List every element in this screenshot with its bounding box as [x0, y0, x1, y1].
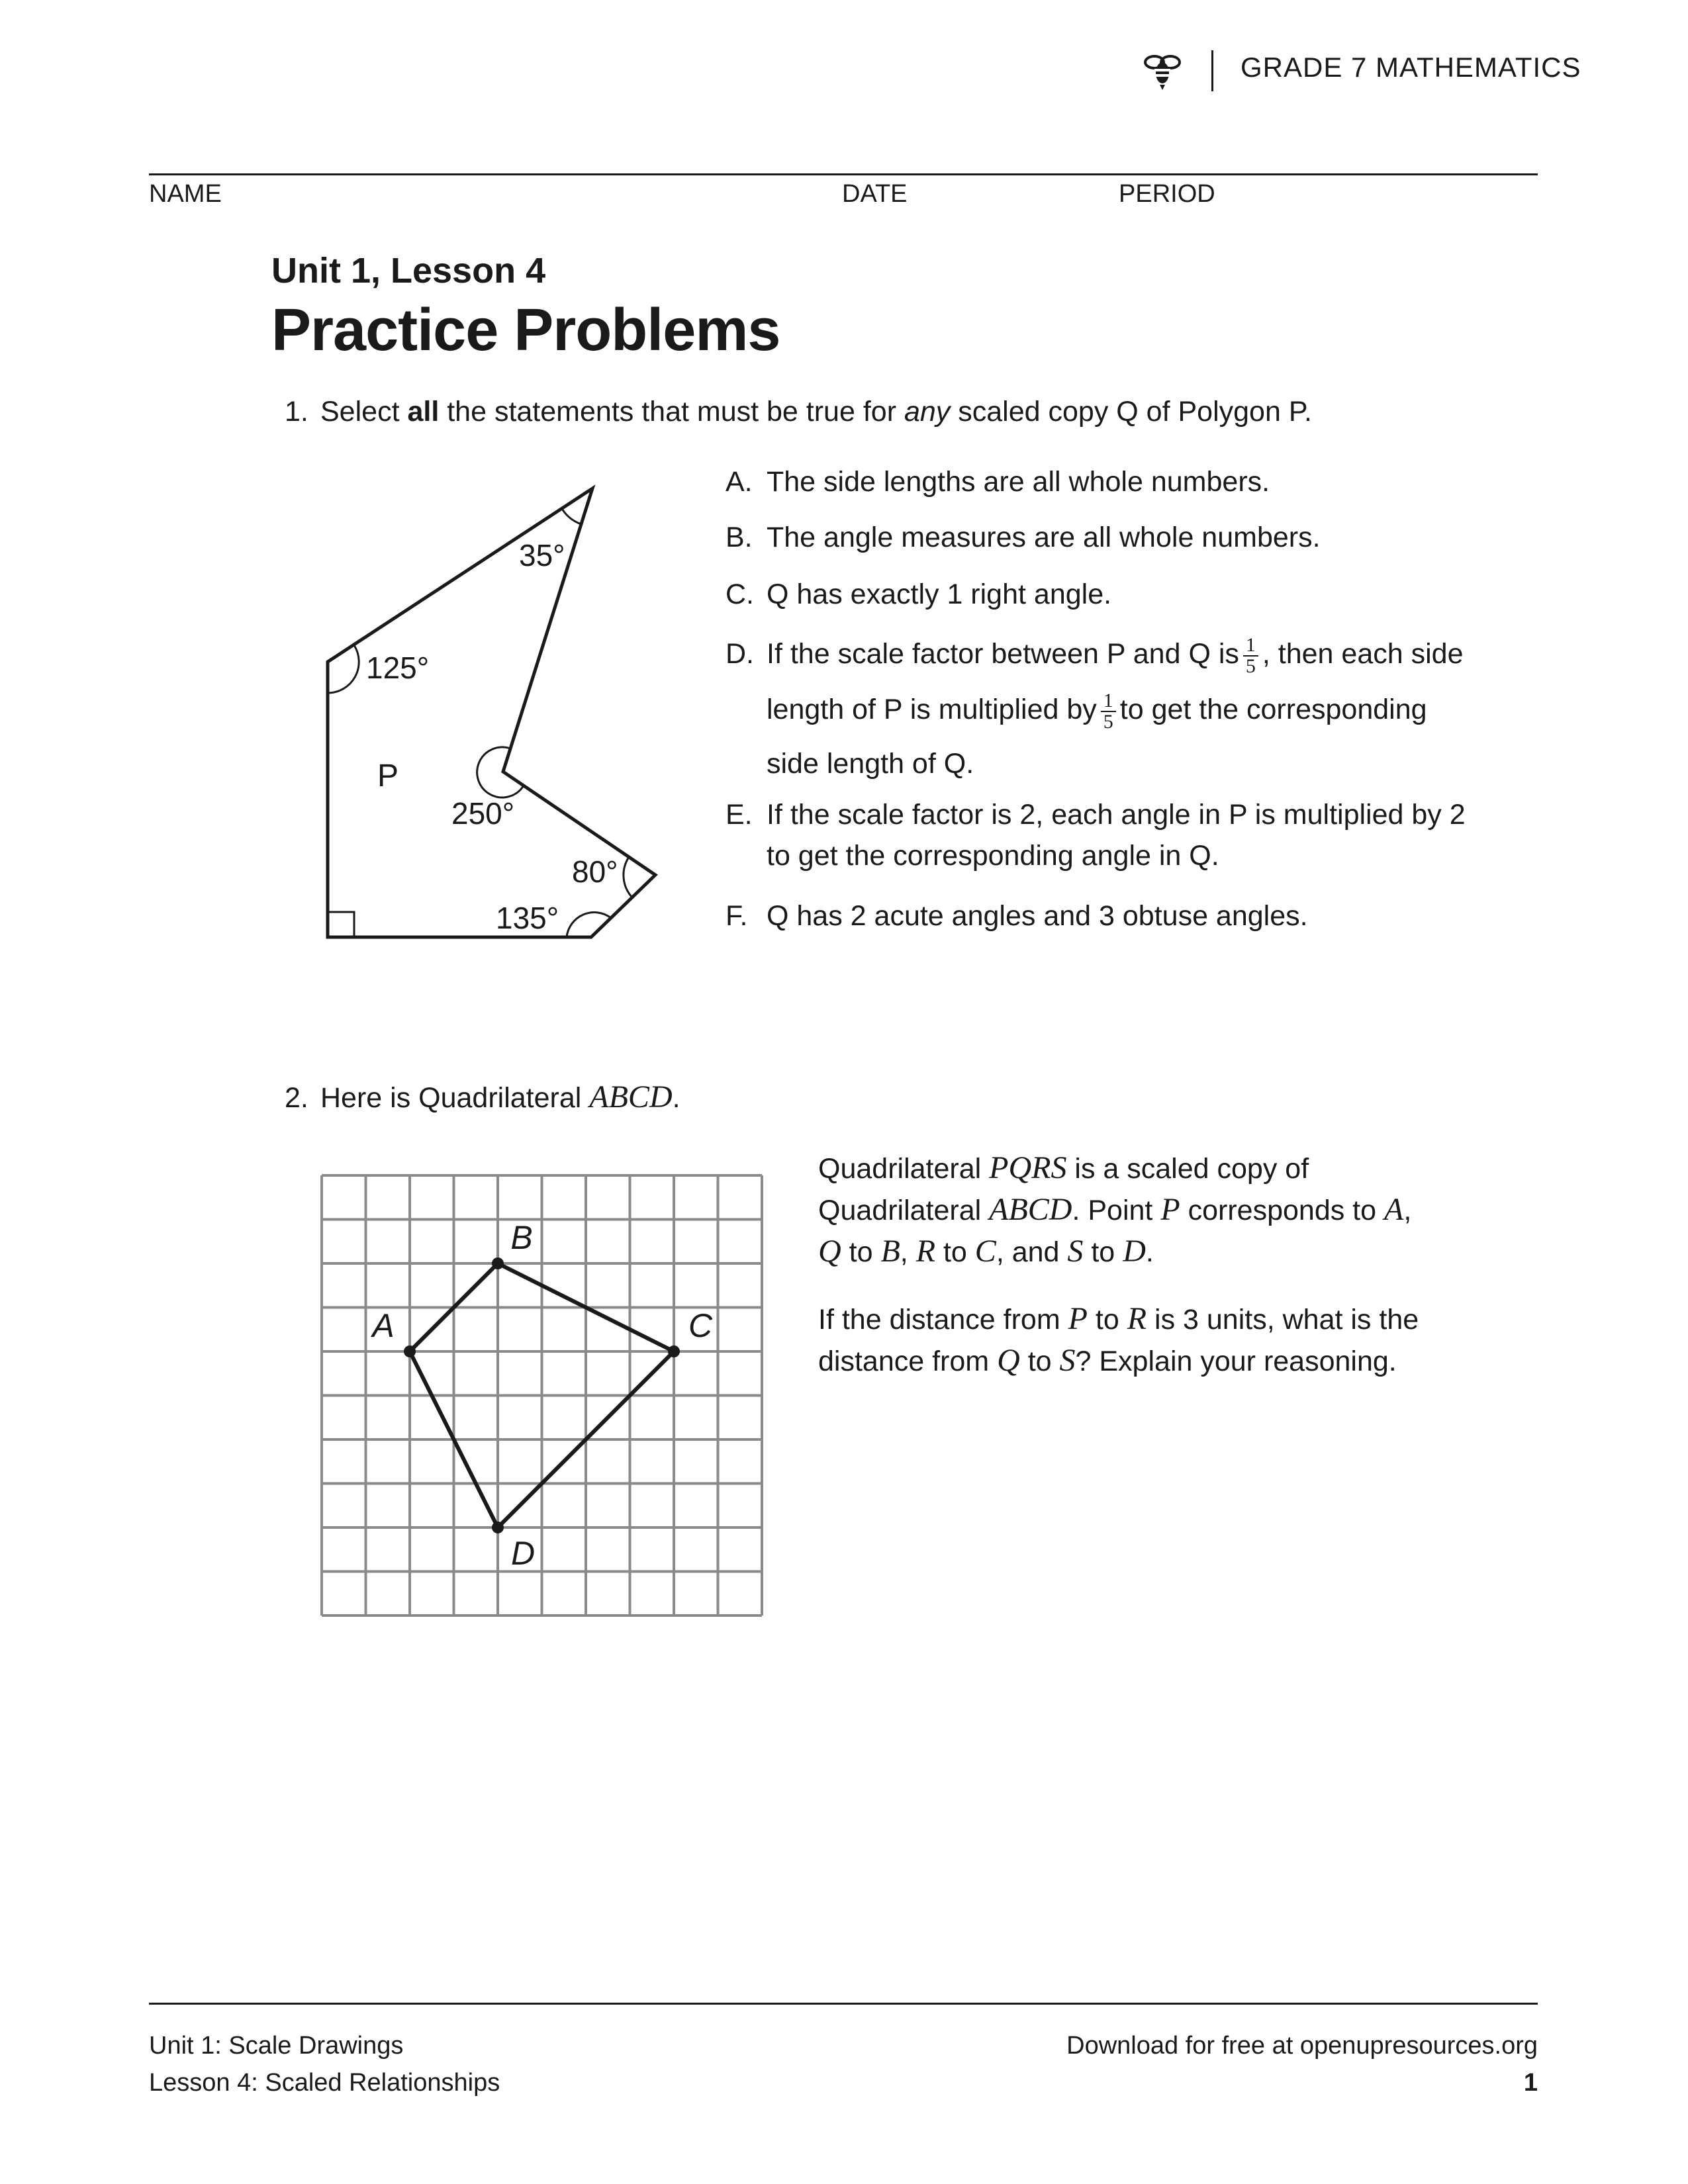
option-text: Q has 2 acute angles and 3 obtuse angles.	[767, 900, 1308, 932]
prompt-text: Select	[320, 396, 408, 428]
angle-label-125: 125°	[366, 651, 430, 685]
problem-1-prompt	[285, 396, 1312, 428]
option-d-text-e: side length of Q.	[767, 748, 974, 780]
para-text: is 3 units, what is the	[1154, 1304, 1419, 1336]
option-d-text-c: length of P is multiplied by	[767, 694, 1097, 725]
angle-label-80: 80°	[572, 854, 618, 889]
header-divider	[1211, 50, 1213, 91]
prompt-bold: all	[407, 396, 440, 428]
page-title: Practice Problems	[271, 297, 780, 363]
vertex-d	[492, 1522, 504, 1533]
math-term: D	[1123, 1234, 1146, 1269]
option-d-text-d: to get the corresponding	[1119, 694, 1427, 725]
math-term: A	[1384, 1192, 1404, 1227]
math-term: S	[1067, 1234, 1084, 1269]
date-label: DATE	[842, 180, 908, 208]
vertex-b	[492, 1257, 504, 1269]
para-text: ? Explain your reasoning.	[1075, 1345, 1397, 1377]
problem-2-paragraph-2	[818, 1298, 1540, 1382]
option-letter: B.	[726, 522, 753, 553]
prompt-italic: any	[904, 396, 951, 428]
vertex-a	[404, 1345, 416, 1357]
option-text	[767, 626, 1528, 737]
para-text: Quadrilateral	[818, 1195, 982, 1226]
polygon-p-figure	[291, 463, 688, 953]
right-angle-mark	[328, 912, 354, 937]
para-text: .	[1145, 1236, 1154, 1268]
grade-label: GRADE 7 MATHEMATICS	[1241, 52, 1581, 83]
para-text: If the distance from	[818, 1304, 1060, 1336]
para-text: to	[943, 1236, 967, 1268]
option-text: The angle measures are all whole numbers.	[767, 522, 1321, 553]
fraction-one-fifth	[1101, 691, 1116, 732]
problem-2-paragraph-1	[818, 1148, 1540, 1273]
para-text: to	[1095, 1304, 1119, 1336]
option-letter: D.	[726, 638, 754, 670]
option-e-text-b: to get the corresponding angle in Q.	[767, 840, 1219, 872]
angle-label-250: 250°	[451, 796, 515, 831]
page-number: 1	[1523, 2069, 1538, 2097]
footer-rule	[149, 2003, 1538, 2005]
vertex-c	[668, 1345, 680, 1357]
math-term: R	[915, 1234, 936, 1269]
para-text: to	[1091, 1236, 1115, 1268]
quad-name: ABCD	[589, 1079, 673, 1115]
para-text: distance from	[818, 1345, 990, 1377]
para-text: to	[1027, 1345, 1052, 1377]
option-text	[767, 794, 1528, 876]
angle-arc-35	[561, 508, 581, 524]
vertex-label-a: A	[372, 1307, 395, 1344]
vertex-label-d: D	[510, 1535, 536, 1572]
fraction-numerator: 1	[1243, 635, 1258, 657]
vertex-label-c: C	[688, 1307, 713, 1344]
angle-label-35: 35°	[519, 538, 565, 572]
math-term: C	[974, 1234, 996, 1269]
problem-1-number: 1.	[285, 396, 308, 428]
footer-download-link[interactable]: Download for free at openupresources.org	[1066, 2032, 1538, 2060]
option-letter: C.	[726, 578, 754, 610]
fraction-denominator: 5	[1103, 710, 1113, 733]
math-term: Q	[818, 1234, 841, 1269]
math-term: B	[880, 1234, 900, 1269]
unit-lesson-label: Unit 1, Lesson 4	[271, 251, 546, 291]
fraction-one-fifth	[1243, 635, 1258, 676]
math-term: R	[1127, 1301, 1147, 1336]
math-term: Q	[997, 1343, 1020, 1378]
footer-unit: Unit 1: Scale Drawings	[149, 2032, 404, 2060]
option-letter: E.	[726, 799, 753, 831]
quadrilateral-grid-figure	[311, 1165, 774, 1628]
prompt-text: scaled copy Q of Polygon P.	[950, 396, 1312, 428]
name-label: NAME	[149, 180, 222, 208]
para-text: ,	[900, 1236, 908, 1268]
prompt-text: the statements that must be true for	[439, 396, 904, 428]
option-d-text-a: If the scale factor between P and Q is	[767, 638, 1239, 670]
angle-label-135: 135°	[496, 901, 559, 935]
problem-2-number: 2.	[285, 1082, 308, 1114]
para-text: . Point	[1072, 1195, 1153, 1226]
option-e-text-a: If the scale factor is 2, each angle in P is multiplied by 2	[767, 799, 1466, 831]
math-term: S	[1059, 1343, 1076, 1378]
para-text: Quadrilateral	[818, 1153, 982, 1185]
option-d-text-b: , then each side	[1262, 638, 1464, 670]
footer-lesson: Lesson 4: Scaled Relationships	[149, 2069, 500, 2097]
option-text: The side lengths are all whole numbers.	[767, 466, 1270, 498]
math-term: P	[1160, 1192, 1180, 1227]
fraction-denominator: 5	[1245, 655, 1256, 677]
name-rule	[149, 173, 1538, 175]
option-letter: A.	[726, 466, 753, 498]
problem-2-prompt: 2. Here is Quadrilateral ABCD.	[285, 1079, 680, 1115]
angle-arc-80	[624, 857, 632, 897]
para-text: to	[849, 1236, 873, 1268]
math-term: ABCD	[989, 1192, 1072, 1227]
option-text: Q has exactly 1 right angle.	[767, 578, 1112, 610]
polygon-label: P	[377, 758, 399, 794]
fraction-numerator: 1	[1101, 691, 1116, 712]
prompt-text: Here is Quadrilateral	[320, 1082, 582, 1114]
bee-logo-icon	[1141, 49, 1184, 91]
option-letter: F.	[726, 900, 748, 932]
para-text: ,	[1403, 1195, 1412, 1226]
math-term: P	[1068, 1301, 1088, 1336]
para-text: , and	[996, 1236, 1060, 1268]
vertex-label-b: B	[510, 1219, 533, 1256]
math-term: PQRS	[989, 1150, 1067, 1185]
period-label: PERIOD	[1119, 180, 1215, 208]
para-text: corresponds to	[1188, 1195, 1377, 1226]
angle-arc-250	[477, 747, 524, 797]
para-text: is a scaled copy of	[1074, 1153, 1309, 1185]
